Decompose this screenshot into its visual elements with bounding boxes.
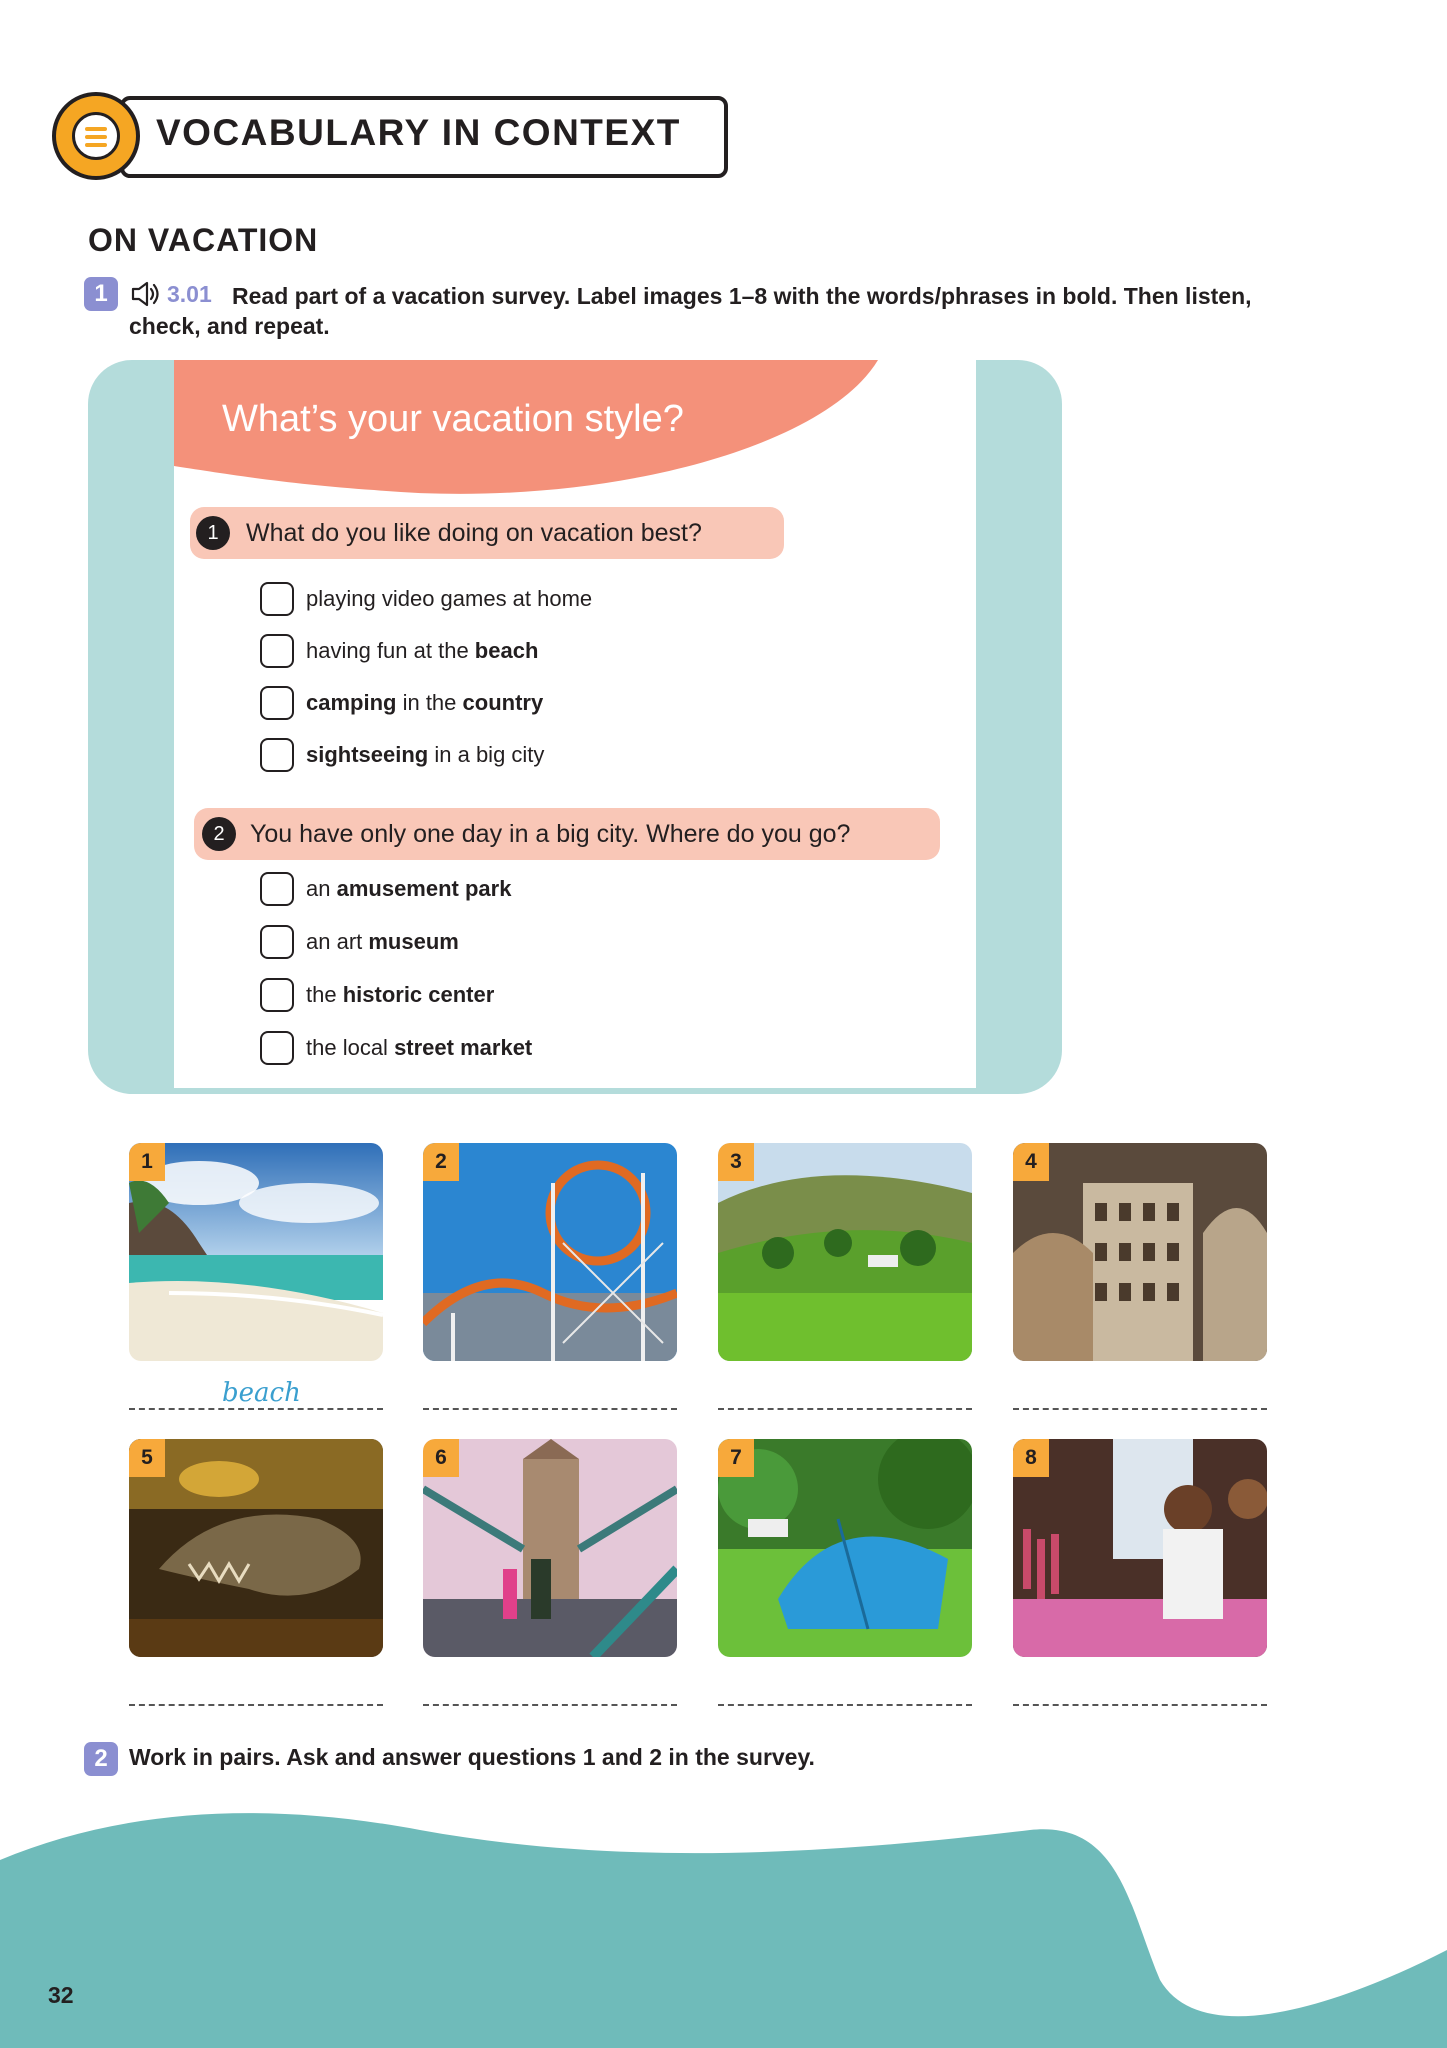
option-keyword: camping: [306, 690, 397, 715]
page-number: 32: [48, 1982, 74, 2008]
option-checkbox[interactable]: [260, 582, 294, 616]
answer-line[interactable]: [129, 1704, 383, 1706]
image-number-tag: 6: [423, 1439, 459, 1477]
camping-tent-photo: [718, 1439, 972, 1657]
option-checkbox[interactable]: [260, 925, 294, 959]
exercise-instruction-continued: check, and repeat.: [129, 313, 330, 339]
exercise-instruction: Read part of a vacation survey. Label images 1–8 with the words/phrases in bold. Then listen,: [232, 283, 1252, 309]
roller-coaster-photo: [423, 1143, 677, 1361]
beach-photo: [129, 1143, 383, 1361]
answer-line[interactable]: [1013, 1408, 1267, 1410]
option-text: the: [306, 982, 343, 1007]
answer-line[interactable]: [718, 1704, 972, 1706]
footer-wave: [0, 1790, 1447, 2048]
sightseeing-bridge-photo: [423, 1439, 677, 1657]
answer-line[interactable]: [1013, 1704, 1267, 1706]
image-number-tag: 8: [1013, 1439, 1049, 1477]
option-keyword: beach: [474, 638, 539, 663]
option-keyword: country: [462, 690, 544, 715]
image-number-tag: 2: [423, 1143, 459, 1181]
question-1-number: 1: [196, 516, 230, 550]
answer-line[interactable]: [423, 1704, 677, 1706]
exercise-number-badge: 1: [84, 277, 118, 311]
countryside-photo: [718, 1143, 972, 1361]
option-checkbox[interactable]: [260, 978, 294, 1012]
image-number-tag: 3: [718, 1143, 754, 1181]
option-checkbox[interactable]: [260, 738, 294, 772]
museum-dinosaur-photo: [129, 1439, 383, 1657]
answer-line[interactable]: [129, 1408, 383, 1410]
option-text: an art: [306, 929, 369, 954]
option-checkbox[interactable]: [260, 686, 294, 720]
option-keyword: sightseeing: [306, 742, 429, 767]
option-text: playing video games at home: [306, 586, 593, 611]
speech-bubble-list-icon: [52, 92, 140, 180]
image-number-tag: 4: [1013, 1143, 1049, 1181]
option-text: in the: [396, 690, 463, 715]
audio-track-number[interactable]: 3.01: [167, 281, 212, 307]
option-keyword: amusement park: [336, 876, 512, 901]
survey-card: [174, 360, 976, 1088]
image-number-tag: 1: [129, 1143, 165, 1181]
option-text: having fun at the: [306, 638, 475, 663]
exercise-instruction: Work in pairs. Ask and answer questions 1 and 2 in the survey.: [129, 1744, 815, 1770]
option-keyword: street market: [394, 1035, 533, 1060]
image-number-tag: 7: [718, 1439, 754, 1477]
option-keyword: museum: [368, 929, 459, 954]
answer-line[interactable]: [423, 1408, 677, 1410]
question-2-number: 2: [202, 817, 236, 851]
historic-center-photo: [1013, 1143, 1267, 1361]
option-text: in a big city: [428, 742, 545, 767]
option-checkbox[interactable]: [260, 634, 294, 668]
question-2-text: You have only one day in a big city. Where do you go?: [250, 820, 851, 848]
street-market-photo: [1013, 1439, 1267, 1657]
answer-line[interactable]: [718, 1408, 972, 1410]
option-text: the local: [306, 1035, 395, 1060]
option-checkbox[interactable]: [260, 872, 294, 906]
exercise-number-badge: 2: [84, 1742, 118, 1776]
option-checkbox[interactable]: [260, 1031, 294, 1065]
audio-speaker-icon[interactable]: [130, 280, 162, 308]
question-1-text: What do you like doing on vacation best?: [246, 519, 702, 547]
option-keyword: historic center: [342, 982, 495, 1007]
answer-handwriting: beach: [222, 1378, 301, 1408]
section-header-title: VOCABULARY IN CONTEXT: [156, 112, 681, 153]
option-text: an: [306, 876, 337, 901]
topic-title: ON VACATION: [88, 222, 319, 258]
survey-title: What’s your vacation style?: [222, 398, 684, 440]
image-number-tag: 5: [129, 1439, 165, 1477]
